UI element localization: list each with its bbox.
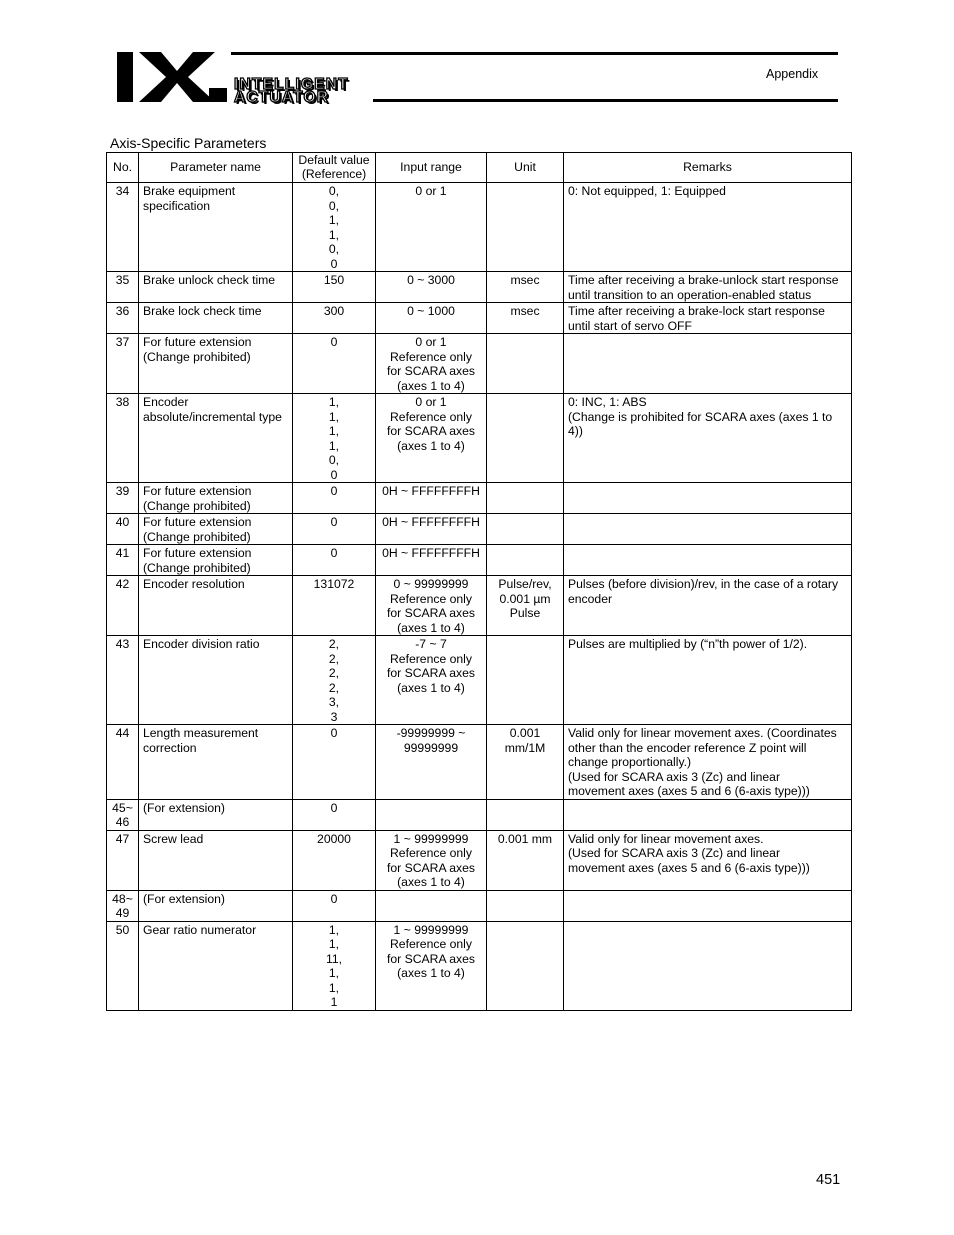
cell-text-line: -99999999 ~ xyxy=(396,726,466,740)
cell-text-line: 0 xyxy=(330,484,338,498)
cell-unit xyxy=(487,483,564,514)
table-row xyxy=(107,183,852,272)
cell-text-line: 0, xyxy=(328,453,340,467)
table-row xyxy=(107,272,852,303)
cell-text-line: 131072 xyxy=(313,577,355,591)
cell-parameter-name xyxy=(139,334,293,394)
cell-text-line: Encoder xyxy=(143,395,189,409)
header-default-line: Default value xyxy=(298,153,370,167)
cell-no xyxy=(107,514,139,545)
cell-text-line: 0 xyxy=(330,515,338,529)
cell-text-line: for SCARA axes xyxy=(386,424,476,438)
cell-text-line: 20000 xyxy=(317,831,351,846)
header-parameter-name: Parameter name xyxy=(139,153,293,183)
cell-no xyxy=(107,799,139,830)
cell-text-line: Valid only for linear movement axes. xyxy=(568,831,764,846)
cell-text-line: 0 ~ 1000 xyxy=(407,304,455,318)
cell-no xyxy=(107,483,139,514)
cell-parameter-name xyxy=(139,394,293,483)
cell-text-line: (Used for SCARA axis 3 (Zc) and linear xyxy=(568,769,781,784)
cell-text-line: 44 xyxy=(115,726,130,740)
cell-text-line: Reference only xyxy=(390,349,472,364)
table-row xyxy=(107,545,852,576)
cell-text-line: Pulses are multiplied by (“n”th power of 1/2). xyxy=(568,637,808,651)
cell-text-line: 42 xyxy=(115,577,130,591)
cell-unit xyxy=(487,514,564,545)
table-row xyxy=(107,303,852,334)
cell-parameter-name xyxy=(139,303,293,334)
cell-text-line: (For extension) xyxy=(143,891,225,906)
cell-text-line: 0 xyxy=(330,726,338,740)
cell-text-line: Pulse/rev, xyxy=(498,577,552,591)
cell-remarks xyxy=(564,394,852,483)
cell-parameter-name xyxy=(139,921,293,1010)
table-row xyxy=(107,514,852,545)
cell-unit xyxy=(487,545,564,576)
cell-unit xyxy=(487,576,564,636)
cell-text-line: 0 xyxy=(330,335,338,349)
cell-text-line: 40 xyxy=(115,515,130,529)
cell-parameter-name xyxy=(139,514,293,545)
cell-remarks xyxy=(564,303,852,334)
cell-default-value xyxy=(293,394,376,483)
cell-remarks xyxy=(564,514,852,545)
cell-default-value xyxy=(293,514,376,545)
cell-text-line: for SCARA axes xyxy=(386,666,476,680)
logo-line1: INTELLIGENT xyxy=(234,76,349,93)
cell-unit xyxy=(487,830,564,890)
cell-text-line: 47 xyxy=(115,831,130,846)
header-rule-top xyxy=(231,52,838,55)
cell-default-value xyxy=(293,890,376,921)
cell-text-line: Reference only xyxy=(390,409,472,424)
cell-text-line: (axes 1 to 4) xyxy=(397,620,465,635)
cell-no xyxy=(107,334,139,394)
cell-text-line: For future extension xyxy=(143,335,252,349)
cell-unit xyxy=(487,394,564,483)
cell-text-line: Brake unlock check time xyxy=(143,273,276,287)
parameter-table xyxy=(106,152,852,1011)
cell-unit xyxy=(487,636,564,725)
cell-text-line: (Used for SCARA axis 3 (Zc) and linear xyxy=(568,846,781,860)
cell-text-line: 0H ~ FFFFFFFFH xyxy=(382,484,480,498)
cell-text-line: 0, xyxy=(328,242,340,256)
cell-text-line: until start of servo OFF xyxy=(568,318,692,333)
cell-input-range xyxy=(376,545,487,576)
cell-text-line: 1, xyxy=(328,438,340,453)
cell-text-line: 0, xyxy=(328,184,340,198)
cell-no xyxy=(107,303,139,334)
cell-default-value xyxy=(293,334,376,394)
cell-parameter-name xyxy=(139,272,293,303)
header-default-line: (Reference) xyxy=(301,166,367,181)
cell-unit xyxy=(487,725,564,800)
cell-text-line: 2, xyxy=(328,680,340,695)
cell-text-line: 36 xyxy=(115,304,130,318)
cell-text-line: Pulse xyxy=(509,606,541,620)
cell-no xyxy=(107,545,139,576)
cell-text-line: until transition to an operation-enabled status xyxy=(568,287,812,302)
cell-unit xyxy=(487,272,564,303)
cell-input-range xyxy=(376,890,487,921)
cell-no xyxy=(107,394,139,483)
cell-text-line: 99999999 xyxy=(403,740,459,755)
cell-remarks xyxy=(564,576,852,636)
cell-text-line: Pulses (before division)/rev, in the case of a rotary xyxy=(568,577,839,591)
cell-text-line: 300 xyxy=(323,304,345,318)
cell-remarks xyxy=(564,830,852,890)
cell-default-value xyxy=(293,183,376,272)
cell-text-line: Length measurement xyxy=(143,726,259,740)
header-input-range: Input range xyxy=(376,153,487,183)
cell-input-range xyxy=(376,303,487,334)
cell-no xyxy=(107,921,139,1010)
cell-text-line: -7 ~ 7 xyxy=(415,637,447,651)
cell-text-line: 0 ~ 99999999 xyxy=(393,577,469,591)
cell-text-line: (axes 1 to 4) xyxy=(397,680,465,695)
cell-input-range xyxy=(376,799,487,830)
cell-input-range xyxy=(376,921,487,1010)
cell-text-line: 150 xyxy=(323,273,345,287)
cell-input-range xyxy=(376,334,487,394)
cell-text-line: 0: Not equipped, 1: Equipped xyxy=(568,184,726,198)
logo-line2: ACTUATOR xyxy=(234,89,330,106)
cell-text-line: 46 xyxy=(115,815,130,829)
header-rule-bottom xyxy=(373,99,838,102)
cell-text-line: For future extension xyxy=(143,484,252,498)
cell-text-line: 4)) xyxy=(568,424,583,438)
cell-text-line: 1, xyxy=(328,424,340,438)
cell-remarks xyxy=(564,725,852,800)
cell-unit xyxy=(487,183,564,272)
cell-input-range xyxy=(376,636,487,725)
cell-text-line: 0 xyxy=(330,891,338,906)
table-row xyxy=(107,636,852,725)
cell-text-line: 1, xyxy=(328,922,340,937)
cell-parameter-name xyxy=(139,799,293,830)
cell-input-range xyxy=(376,576,487,636)
cell-text-line: 50 xyxy=(115,922,130,937)
table-header-row xyxy=(107,153,852,183)
cell-text-line: 0.001 mm xyxy=(497,831,553,846)
cell-parameter-name xyxy=(139,576,293,636)
cell-text-line: Time after receiving a brake-lock start response xyxy=(568,304,825,318)
cell-unit xyxy=(487,890,564,921)
cell-text-line: movement axes (axes 5 and 6 (6-axis type))) xyxy=(568,860,810,875)
table-row xyxy=(107,830,852,890)
cell-text-line: Encoder division ratio xyxy=(143,637,260,651)
cell-text-line: 39 xyxy=(115,484,130,498)
cell-default-value xyxy=(293,303,376,334)
cell-text-line: other than the encoder reference Z point will xyxy=(568,740,807,755)
cell-remarks xyxy=(564,334,852,394)
cell-text-line: (Change prohibited) xyxy=(143,349,251,364)
table-row xyxy=(107,890,852,921)
cell-text-line: for SCARA axes xyxy=(386,364,476,378)
cell-text-line: (axes 1 to 4) xyxy=(397,966,465,980)
cell-text-line: 34 xyxy=(115,184,130,198)
cell-text-line: absolute/incremental type xyxy=(143,409,282,424)
cell-text-line: Valid only for linear movement axes. (Coordinates xyxy=(568,726,837,740)
cell-text-line: 1 ~ 99999999 xyxy=(393,831,469,846)
header-default-value xyxy=(293,153,376,183)
cell-text-line: 38 xyxy=(115,395,130,409)
cell-text-line: 41 xyxy=(115,546,130,560)
cell-text-line: 0 or 1 xyxy=(415,395,447,409)
cell-text-line: Reference only xyxy=(390,937,472,951)
cell-text-line: correction xyxy=(143,740,197,755)
cell-text-line: 1, xyxy=(328,395,340,409)
cell-text-line: 1, xyxy=(328,409,340,424)
cell-text-line: (Change prohibited) xyxy=(143,498,251,513)
cell-default-value xyxy=(293,921,376,1010)
cell-text-line: 45~ xyxy=(112,800,133,815)
table-row xyxy=(107,725,852,800)
cell-parameter-name xyxy=(139,830,293,890)
cell-text-line: 11, xyxy=(325,951,343,966)
cell-text-line: for SCARA axes xyxy=(386,606,476,620)
cell-text-line: 2, xyxy=(328,637,340,651)
cell-text-line: (For extension) xyxy=(143,800,225,815)
cell-text-line: 0 or 1 xyxy=(415,335,447,349)
cell-text-line: 1, xyxy=(328,937,340,951)
cell-input-range xyxy=(376,394,487,483)
cell-text-line: 1, xyxy=(328,227,340,242)
cell-text-line: Reference only xyxy=(390,591,472,606)
cell-text-line: movement axes (axes 5 and 6 (6-axis type))) xyxy=(568,784,810,798)
cell-default-value xyxy=(293,576,376,636)
cell-no xyxy=(107,576,139,636)
cell-text-line: 0 ~ 3000 xyxy=(407,273,455,287)
header-section-label: Appendix xyxy=(766,67,819,81)
cell-text-line: for SCARA axes xyxy=(386,951,476,966)
cell-text-line: 0 xyxy=(330,256,338,271)
cell-text-line: (axes 1 to 4) xyxy=(397,875,465,889)
cell-text-line: 0 xyxy=(330,546,338,560)
cell-text-line: (Change prohibited) xyxy=(143,560,251,575)
section-title: Axis-Specific Parameters xyxy=(110,135,267,151)
cell-text-line: 2, xyxy=(328,666,340,680)
cell-input-range xyxy=(376,725,487,800)
cell-parameter-name xyxy=(139,725,293,800)
ix-logo-icon xyxy=(115,52,227,104)
table-row xyxy=(107,921,852,1010)
table-row xyxy=(107,394,852,483)
cell-text-line: change proportionally.) xyxy=(568,755,692,769)
cell-text-line: 0.001 µm xyxy=(499,591,551,606)
cell-no xyxy=(107,272,139,303)
header-unit: Unit xyxy=(487,153,564,183)
cell-default-value xyxy=(293,725,376,800)
cell-text-line: 43 xyxy=(115,637,130,651)
cell-text-line: 49 xyxy=(115,906,130,920)
cell-no xyxy=(107,725,139,800)
cell-remarks xyxy=(564,183,852,272)
cell-text-line: 0: INC, 1: ABS xyxy=(568,395,647,409)
cell-text-line: 1, xyxy=(328,966,340,980)
cell-remarks xyxy=(564,636,852,725)
cell-text-line: 0H ~ FFFFFFFFH xyxy=(382,515,480,529)
cell-no xyxy=(107,830,139,890)
cell-parameter-name xyxy=(139,545,293,576)
cell-remarks xyxy=(564,483,852,514)
cell-text-line: msec xyxy=(510,304,540,318)
cell-text-line: Gear ratio numerator xyxy=(143,922,257,937)
cell-remarks xyxy=(564,272,852,303)
cell-unit xyxy=(487,799,564,830)
cell-text-line: Time after receiving a brake-unlock start response xyxy=(568,273,839,287)
cell-parameter-name xyxy=(139,890,293,921)
cell-remarks xyxy=(564,545,852,576)
cell-parameter-name xyxy=(139,483,293,514)
cell-default-value xyxy=(293,272,376,303)
table-row xyxy=(107,334,852,394)
cell-text-line: Brake lock check time xyxy=(143,304,262,318)
cell-text-line: 0H ~ FFFFFFFFH xyxy=(382,546,480,560)
cell-no xyxy=(107,636,139,725)
cell-text-line: (Change is prohibited for SCARA axes (axes 1 to xyxy=(568,409,833,424)
cell-no xyxy=(107,183,139,272)
cell-text-line: 1, xyxy=(328,213,340,227)
cell-text-line: 1, xyxy=(328,980,340,995)
cell-parameter-name xyxy=(139,183,293,272)
cell-text-line: (Change prohibited) xyxy=(143,529,251,544)
cell-remarks xyxy=(564,799,852,830)
cell-text-line: 0 xyxy=(330,800,338,815)
cell-input-range xyxy=(376,483,487,514)
cell-text-line: 0 xyxy=(330,467,338,482)
cell-text-line: 0.001 xyxy=(509,726,541,740)
cell-remarks xyxy=(564,890,852,921)
cell-default-value xyxy=(293,636,376,725)
cell-input-range xyxy=(376,183,487,272)
cell-text-line: 3, xyxy=(328,695,340,709)
header-no: No. xyxy=(107,153,139,183)
cell-text-line: Screw lead xyxy=(143,831,204,846)
cell-text-line: 2, xyxy=(328,651,340,666)
cell-text-line: Brake equipment xyxy=(143,184,236,198)
page-number: 451 xyxy=(816,1172,841,1188)
cell-text-line: 37 xyxy=(115,335,130,349)
cell-text-line: 48~ xyxy=(112,891,133,906)
cell-unit xyxy=(487,921,564,1010)
cell-text-line: specification xyxy=(143,198,211,213)
cell-text-line: (axes 1 to 4) xyxy=(397,438,465,453)
cell-text-line: Reference only xyxy=(390,846,472,860)
cell-text-line: 1 ~ 99999999 xyxy=(393,922,469,937)
cell-text-line: msec xyxy=(510,273,540,287)
cell-text-line: mm/1M xyxy=(504,740,546,755)
cell-text-line: encoder xyxy=(568,591,613,606)
cell-default-value xyxy=(293,545,376,576)
cell-remarks xyxy=(564,921,852,1010)
cell-text-line: 3 xyxy=(330,709,338,724)
cell-text-line: 35 xyxy=(115,273,130,287)
table-row xyxy=(107,576,852,636)
cell-default-value xyxy=(293,483,376,514)
cell-unit xyxy=(487,303,564,334)
cell-text-line: for SCARA axes xyxy=(386,860,476,875)
cell-unit xyxy=(487,334,564,394)
cell-text-line: 0 or 1 xyxy=(415,184,447,198)
cell-text-line: Reference only xyxy=(390,651,472,666)
cell-parameter-name xyxy=(139,636,293,725)
cell-input-range xyxy=(376,830,487,890)
cell-text-line: Encoder resolution xyxy=(143,577,245,591)
table-row xyxy=(107,483,852,514)
cell-text-line: For future extension xyxy=(143,546,252,560)
cell-input-range xyxy=(376,272,487,303)
cell-text-line: 1 xyxy=(330,995,338,1009)
header-remarks: Remarks xyxy=(564,153,852,183)
cell-no xyxy=(107,890,139,921)
cell-text-line: 0, xyxy=(328,198,340,213)
cell-default-value xyxy=(293,830,376,890)
cell-input-range xyxy=(376,514,487,545)
table-row xyxy=(107,799,852,830)
cell-text-line: (axes 1 to 4) xyxy=(397,378,465,393)
company-wordmark xyxy=(234,78,349,104)
table-body xyxy=(107,183,852,1011)
cell-text-line: For future extension xyxy=(143,515,252,529)
cell-default-value xyxy=(293,799,376,830)
